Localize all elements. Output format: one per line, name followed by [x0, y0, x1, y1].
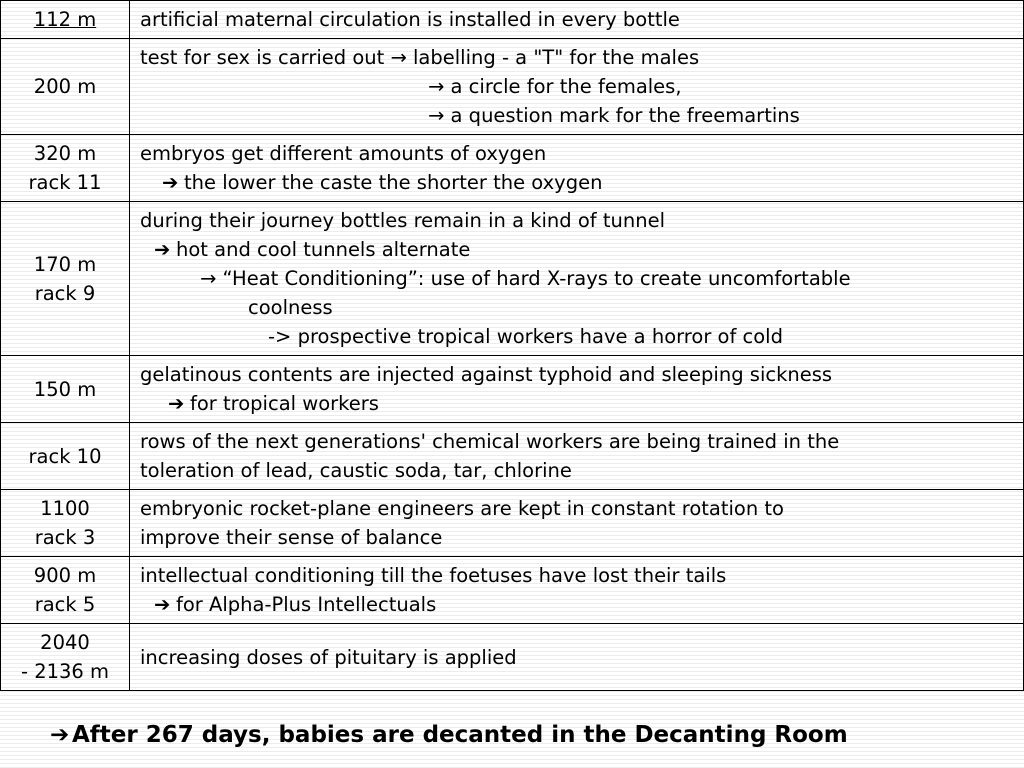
location-label: 1100	[40, 497, 90, 520]
description-text: → “Heat Conditioning”: use of hard X-rays to create uncomfortable	[200, 267, 851, 290]
description-text: test for sex is carried out → labelling - a "T" for the males	[140, 46, 700, 69]
description-text: embryonic rocket-plane engineers are kept in constant rotation to	[140, 497, 784, 520]
table-body	[1, 1, 1024, 691]
description-cell	[130, 624, 1024, 691]
table-row	[1, 356, 1024, 423]
description-cell	[130, 135, 1024, 202]
description-line	[140, 43, 1019, 72]
location-cell	[1, 39, 130, 135]
description-line	[140, 643, 1019, 672]
location-cell	[1, 135, 130, 202]
description-text: for tropical workers	[190, 392, 379, 415]
description-text: intellectual conditioning till the foetuses have lost their tails	[140, 564, 727, 587]
location-label: rack 3	[34, 526, 96, 549]
description-cell	[130, 39, 1024, 135]
location-label: rack 5	[34, 593, 96, 616]
description-text: → a circle for the females,	[428, 75, 682, 98]
description-text: gelatinous contents are injected against typhoid and sleeping sickness	[140, 363, 833, 386]
location-label: 320 m	[33, 142, 97, 165]
description-text: hot and cool tunnels alternate	[176, 238, 471, 261]
description-text: → a question mark for the freemartins	[428, 104, 800, 127]
description-line	[140, 427, 1019, 456]
description-cell	[130, 557, 1024, 624]
table-row	[1, 135, 1024, 202]
table-row	[1, 202, 1024, 356]
description-line	[140, 590, 1019, 619]
location-label: 2040	[40, 631, 90, 654]
description-text: for Alpha-Plus Intellectuals	[176, 593, 437, 616]
location-cell	[1, 1, 130, 39]
table-row	[1, 39, 1024, 135]
description-cell	[130, 423, 1024, 490]
arrow-right-icon: ➔	[162, 171, 179, 194]
description-line	[140, 101, 1019, 130]
description-line	[140, 456, 1019, 485]
description-text: embryos get different amounts of oxygen	[140, 142, 547, 165]
location-label: rack 10	[28, 444, 102, 468]
description-cell	[130, 356, 1024, 423]
description-line	[140, 72, 1019, 101]
location-label: 112 m	[33, 8, 97, 31]
description-text: during their journey bottles remain in a kind of tunnel	[140, 209, 665, 232]
table-row	[1, 423, 1024, 490]
arrow-right-icon: ➔	[154, 238, 171, 261]
location-cell	[1, 202, 130, 356]
description-line	[140, 168, 1019, 197]
description-cell	[130, 1, 1024, 39]
location-label: 200 m	[33, 75, 97, 98]
location-label: 900 m	[33, 564, 97, 587]
description-line	[140, 360, 1019, 389]
description-text: artificial maternal circulation is installed in every bottle	[140, 8, 680, 31]
footer-statement	[50, 719, 1010, 751]
description-text: coolness	[248, 296, 333, 319]
description-text: the lower the caste the shorter the oxygen	[184, 171, 603, 194]
table-row	[1, 624, 1024, 691]
description-line	[140, 389, 1019, 418]
description-text: improve their sense of balance	[140, 526, 443, 549]
table-row	[1, 490, 1024, 557]
description-text: toleration of lead, caustic soda, tar, chlorine	[140, 459, 572, 482]
table-row	[1, 557, 1024, 624]
description-cell	[130, 490, 1024, 557]
arrow-right-icon: ➔	[154, 593, 171, 616]
location-cell	[1, 624, 130, 691]
location-cell	[1, 356, 130, 423]
description-line	[140, 494, 1019, 523]
footer-text: After 267 days, babies are decanted in the Decanting Room	[72, 722, 848, 748]
arrow-right-icon: ➔	[50, 722, 70, 748]
description-line	[140, 561, 1019, 590]
description-line	[140, 206, 1019, 235]
arrow-right-icon: ➔	[168, 392, 185, 415]
location-cell	[1, 423, 130, 490]
description-line	[140, 293, 1019, 322]
location-label: rack 9	[34, 281, 96, 305]
description-line	[140, 5, 1019, 34]
description-text: increasing doses of pituitary is applied	[140, 645, 517, 669]
description-text: -> prospective tropical workers have a horror of cold	[268, 325, 783, 348]
location-label: 150 m	[33, 377, 97, 401]
location-label: 170 m	[33, 252, 97, 276]
description-line	[140, 235, 1019, 264]
location-cell	[1, 557, 130, 624]
description-line	[140, 523, 1019, 552]
location-cell	[1, 490, 130, 557]
description-text: rows of the next generations' chemical workers are being trained in the	[140, 430, 840, 453]
location-label: rack 11	[28, 171, 102, 194]
table-row	[1, 1, 1024, 39]
description-line	[140, 139, 1019, 168]
description-line	[140, 322, 1019, 351]
description-line	[140, 264, 1019, 293]
description-cell	[130, 202, 1024, 356]
location-label: - 2136 m	[20, 660, 110, 683]
